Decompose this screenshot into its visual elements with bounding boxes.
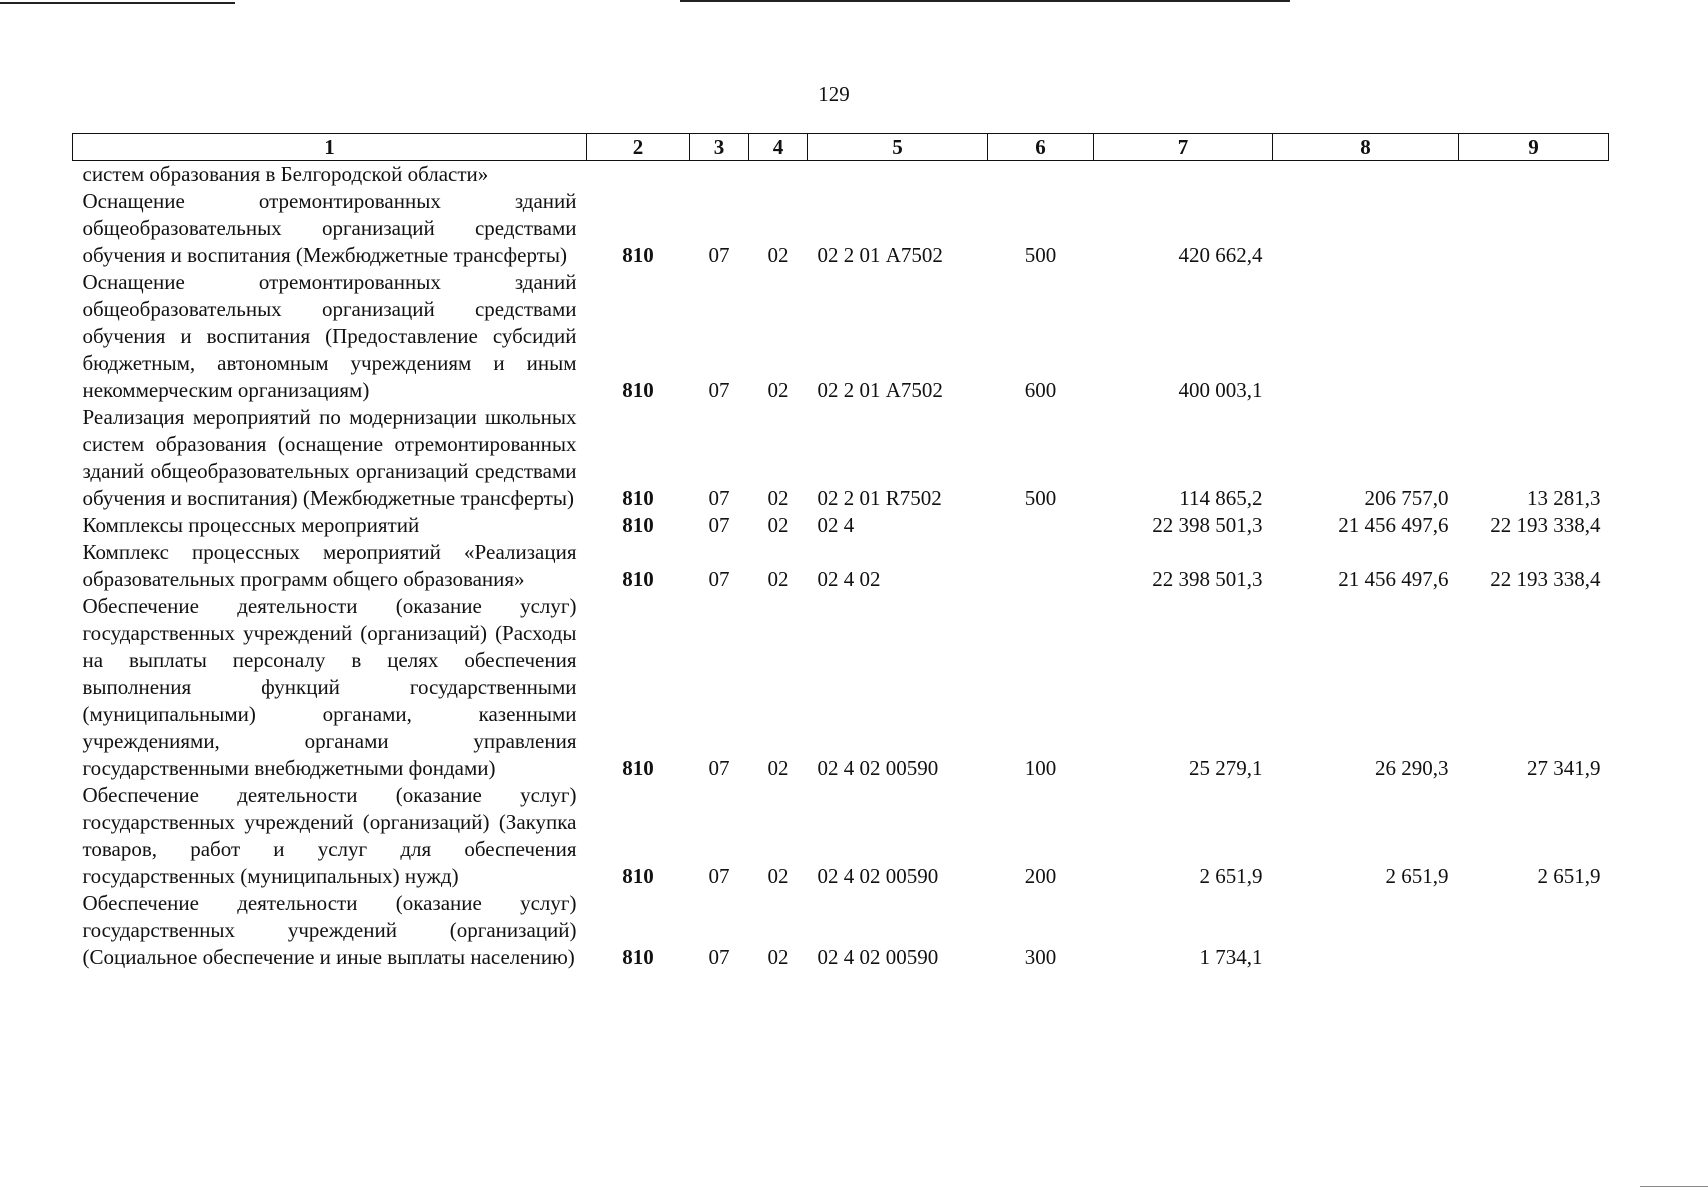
item-description: Обеспечение деятельности (оказание услуг) государственных учреждений (организаций) (Закупка товаров, работ и услуг для обеспечения государственных (муниципальных) нужд): [82, 783, 577, 888]
expense-type-code: [988, 512, 1094, 539]
amount-col9: [1459, 188, 1609, 269]
amount-col8: [1273, 188, 1459, 269]
amount-col9: [1459, 890, 1609, 971]
column-header: 2: [587, 134, 690, 161]
expense-type-code: 100: [1024, 756, 1057, 780]
table-row: [73, 512, 1609, 539]
column-header: 1: [73, 134, 587, 161]
admin-code: 810: [622, 486, 654, 510]
column-header: 7: [1094, 134, 1273, 161]
table-row: [73, 539, 1609, 593]
scan-edge-line: [1640, 1186, 1708, 1187]
subsection-code: 02: [767, 756, 789, 780]
amount-col8: 2 651,9: [1385, 864, 1449, 888]
item-description: Обеспечение деятельности (оказание услуг) государственных учреждений (организаций) (Расходы на выплаты персоналу в целях обеспечения выполнения функций государственными (муниципальными) органами, казенными учреждениями, органами управления государственными внебюджетными фондами): [82, 594, 577, 780]
amount-col7: 2 651,9: [1199, 864, 1263, 888]
target-article-code: 02 2 01 А7502: [817, 378, 943, 402]
target-article-code: 02 2 01 А7502: [817, 243, 943, 267]
amount-col9: 27 341,9: [1527, 756, 1601, 780]
section-code: [690, 161, 749, 189]
scan-edge-line: [0, 2, 235, 4]
admin-code: 810: [622, 243, 654, 267]
item-description: Обеспечение деятельности (оказание услуг) государственных учреждений (организаций) (Социальное обеспечение и иные выплаты населению): [82, 891, 577, 969]
item-description: Комплексы процессных мероприятий: [82, 513, 420, 537]
amount-col7: 1 734,1: [1199, 945, 1263, 969]
amount-col7: 114 865,2: [1179, 486, 1263, 510]
section-code: 07: [708, 567, 730, 591]
amount-col8: [1273, 161, 1459, 189]
table-row: [73, 593, 1609, 782]
table-row: [73, 404, 1609, 512]
column-header: 6: [988, 134, 1094, 161]
column-header: 4: [749, 134, 808, 161]
amount-col9: [1459, 269, 1609, 404]
expense-type-code: 500: [1024, 243, 1057, 267]
admin-code: 810: [622, 567, 654, 591]
table-row: [73, 188, 1609, 269]
expense-type-code: 300: [1024, 945, 1057, 969]
target-article-code: 02 4: [817, 513, 855, 537]
column-header: 3: [690, 134, 749, 161]
scan-edge-line: [680, 0, 1290, 2]
table-row: [73, 269, 1609, 404]
admin-code: 810: [622, 378, 654, 402]
section-code: 07: [708, 243, 730, 267]
item-description: Оснащение отремонтированных зданий общеобразовательных организаций средствами обучения и воспитания (Межбюджетные трансферты): [82, 189, 577, 267]
amount-col7: 420 662,4: [1178, 243, 1263, 267]
subsection-code: 02: [767, 486, 789, 510]
page-number: 129: [818, 82, 850, 106]
subsection-code: 02: [767, 243, 789, 267]
table-row: [73, 782, 1609, 890]
admin-code: 810: [622, 513, 654, 537]
amount-col8: 21 456 497,6: [1338, 567, 1449, 591]
column-header: 5: [808, 134, 988, 161]
expense-type-code: 500: [1024, 486, 1057, 510]
table-row: [73, 161, 1609, 189]
subsection-code: [749, 161, 808, 189]
section-code: 07: [708, 864, 730, 888]
expense-type-code: [988, 539, 1094, 593]
admin-code: [587, 161, 690, 189]
target-article-code: 02 4 02 00590: [817, 864, 939, 888]
amount-col9: 22 193 338,4: [1490, 567, 1601, 591]
amount-col9: 22 193 338,4: [1490, 513, 1601, 537]
item-description: систем образования в Белгородской области»: [82, 162, 489, 186]
amount-col8: [1273, 269, 1459, 404]
amount-col8: [1273, 890, 1459, 971]
amount-col7: 22 398 501,3: [1152, 513, 1263, 537]
section-code: 07: [708, 756, 730, 780]
subsection-code: 02: [767, 567, 789, 591]
subsection-code: 02: [767, 378, 789, 402]
subsection-code: 02: [767, 945, 789, 969]
item-description: Оснащение отремонтированных зданий общеобразовательных организаций средствами обучения и воспитания (Предоставление субсидий бюджетным, автономным учреждениям и иным некоммерческим организациям): [82, 270, 577, 402]
admin-code: 810: [622, 756, 654, 780]
amount-col9: 2 651,9: [1537, 864, 1601, 888]
column-header: 8: [1273, 134, 1459, 161]
amount-col8: 21 456 497,6: [1338, 513, 1449, 537]
section-code: 07: [708, 486, 730, 510]
item-description: Реализация мероприятий по модернизации школьных систем образования (оснащение отремонтированных зданий общеобразовательных организаций средствами обучения и воспитания) (Межбюджетные трансферты): [82, 405, 577, 510]
budget-table: [72, 133, 1609, 971]
table-row: [73, 890, 1609, 971]
section-code: 07: [708, 945, 730, 969]
column-header: 9: [1459, 134, 1609, 161]
amount-col8: 206 757,0: [1364, 486, 1449, 510]
amount-col9: 13 281,3: [1527, 486, 1601, 510]
amount-col8: 26 290,3: [1375, 756, 1449, 780]
subsection-code: 02: [767, 513, 789, 537]
section-code: 07: [708, 378, 730, 402]
item-description: Комплекс процессных мероприятий «Реализация образовательных программ общего образования»: [82, 540, 577, 591]
admin-code: 810: [622, 864, 654, 888]
target-article-code: 02 4 02: [817, 567, 881, 591]
target-article-code: 02 4 02 00590: [817, 756, 939, 780]
section-code: 07: [708, 513, 730, 537]
amount-col7: 25 279,1: [1189, 756, 1263, 780]
amount-col7: [1094, 161, 1273, 189]
target-article-code: 02 2 01 R7502: [817, 486, 942, 510]
amount-col7: 400 003,1: [1178, 378, 1263, 402]
target-article-code: 02 4 02 00590: [817, 945, 939, 969]
admin-code: 810: [622, 945, 654, 969]
table-header-row: [73, 134, 1609, 161]
subsection-code: 02: [767, 864, 789, 888]
expense-type-code: [988, 161, 1094, 189]
expense-type-code: 200: [1024, 864, 1057, 888]
expense-type-code: 600: [1024, 378, 1057, 402]
target-article-code: [808, 161, 988, 189]
amount-col9: [1459, 161, 1609, 189]
amount-col7: 22 398 501,3: [1152, 567, 1263, 591]
